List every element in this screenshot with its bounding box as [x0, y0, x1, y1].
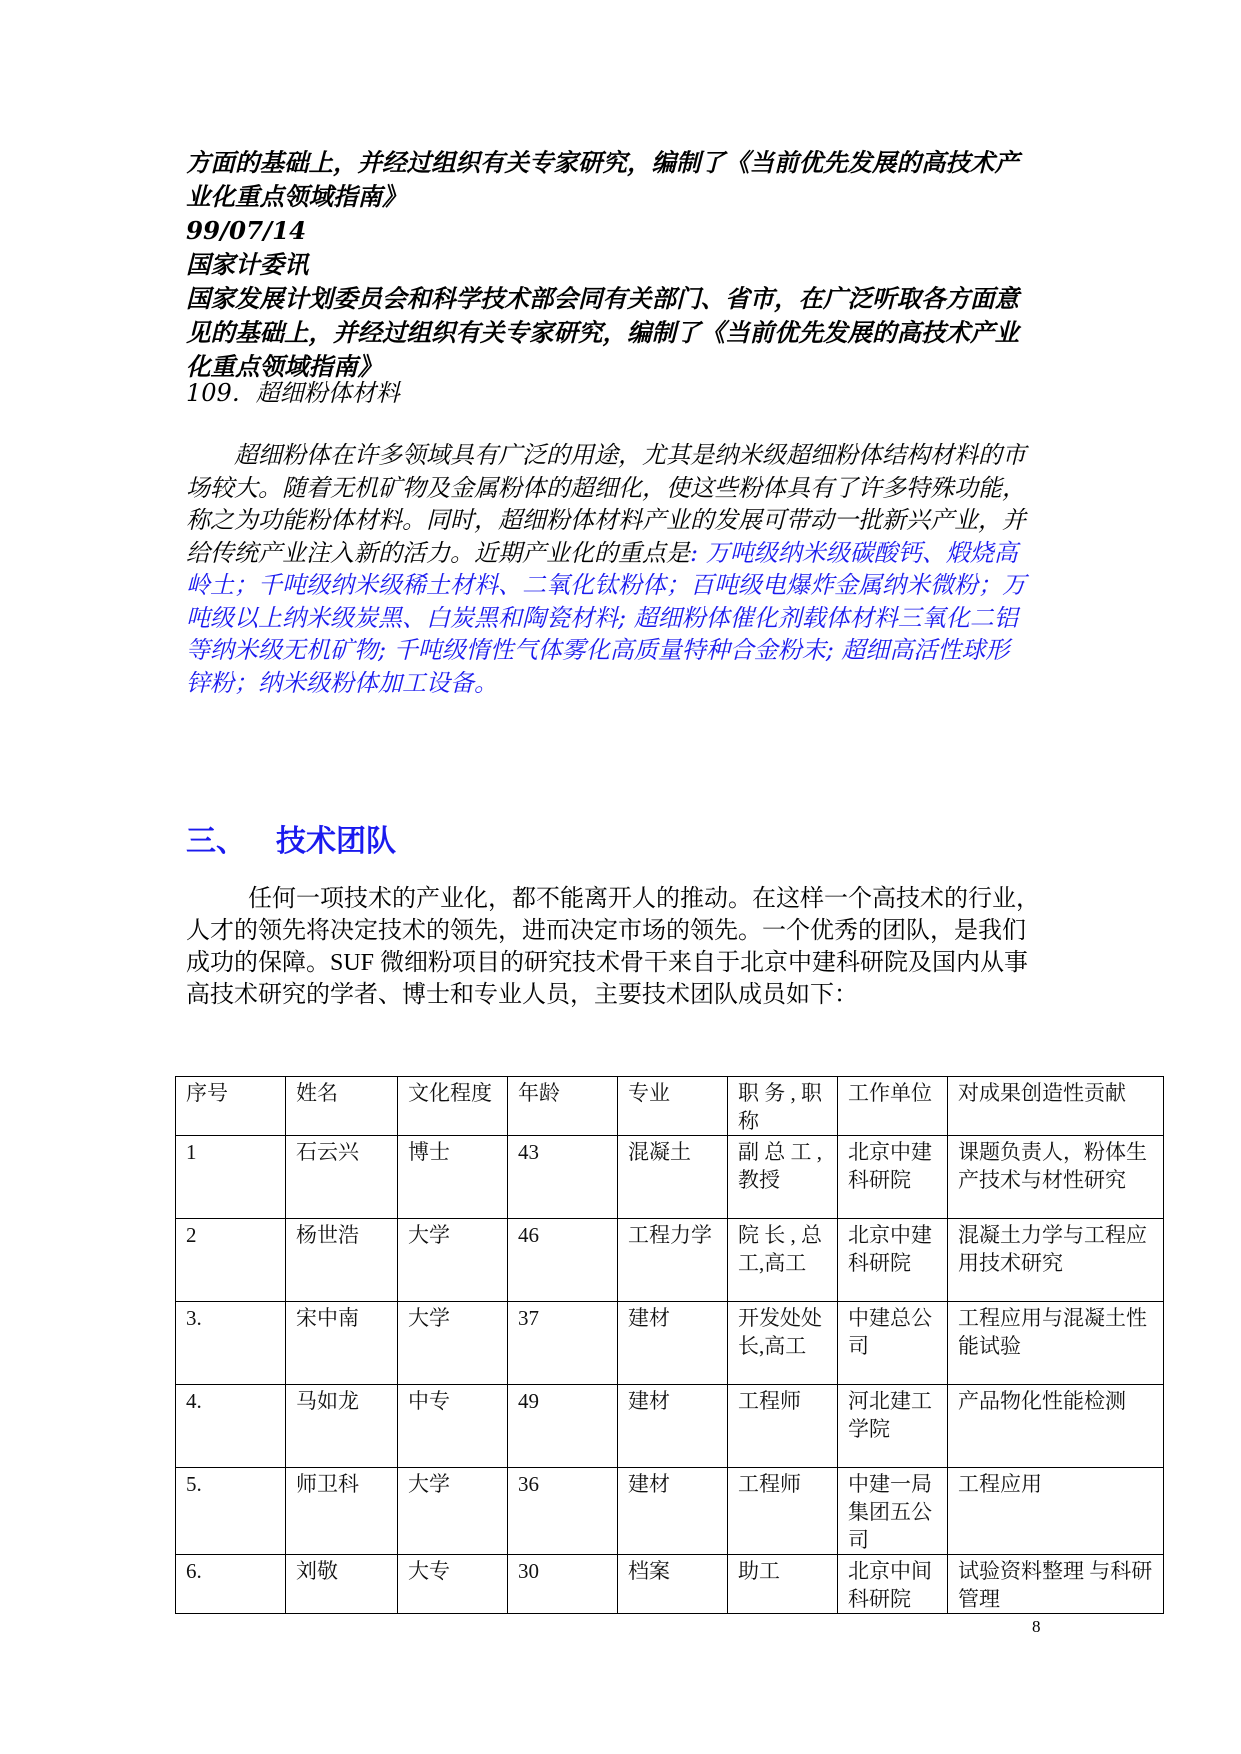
table-cell: 大学 [398, 1468, 508, 1555]
table-cell: 建材 [618, 1468, 728, 1555]
table-cell: 46 [508, 1219, 618, 1302]
table-cell: 工程师 [728, 1385, 838, 1468]
table-cell: 助工 [728, 1555, 838, 1614]
table-cell: 北京中建 科研院 [838, 1136, 948, 1219]
header-cell: 职 务 , 职 称 [728, 1077, 838, 1136]
header-cell: 工作单位 [838, 1077, 948, 1136]
table-cell: 4. [176, 1385, 286, 1468]
table-cell: 混凝土力学与工程应用技术研究 [948, 1219, 1164, 1302]
paragraph-line: 成功的保障。SUF 微细粉项目的研究技术骨干来自于北京中建科研院及国内从事 [186, 950, 1029, 976]
table-cell: 大学 [398, 1302, 508, 1385]
table-cell: 建材 [618, 1385, 728, 1468]
section-title: 技术团队 [276, 824, 396, 859]
table-cell: 院 长 , 总 工,高工 [728, 1219, 838, 1302]
excerpt-line: 化重点领域指南》 [186, 352, 382, 381]
table-row [176, 1302, 1164, 1385]
table-cell: 宋中南 [286, 1302, 398, 1385]
subsection-title: 109．超细粉体材料 [186, 379, 400, 407]
table-row [176, 1219, 1164, 1302]
paragraph-line: 给传统产业注入新的活力。近期产业化的重点是: 万吨级纳米级碳酸钙、煅烧高 [186, 538, 1018, 567]
header-cell: 文化程度 [398, 1077, 508, 1136]
highlight-line: 吨级以上纳米级炭黑、白炭黑和陶瓷材料; 超细粉体催化剂载体材料三氧化二铝 [186, 603, 1018, 632]
table-cell: 马如龙 [286, 1385, 398, 1468]
table-cell: 43 [508, 1136, 618, 1219]
table-cell: 工程应用与混凝土性能试验 [948, 1302, 1164, 1385]
header-cell: 年龄 [508, 1077, 618, 1136]
table-cell: 刘敬 [286, 1555, 398, 1614]
table-cell: 工程应用 [948, 1468, 1164, 1555]
table-row [176, 1555, 1164, 1614]
table-cell: 师卫科 [286, 1468, 398, 1555]
table-row [176, 1385, 1164, 1468]
table-cell: 49 [508, 1385, 618, 1468]
header-cell: 姓名 [286, 1077, 398, 1136]
paragraph-line: 称之为功能粉体材料。同时，超细粉体材料产业的发展可带动一批新兴产业，并 [186, 506, 1026, 534]
table-cell: 1 [176, 1136, 286, 1219]
table-cell: 试验资料整理 与科研管理 [948, 1555, 1164, 1614]
table-cell: 37 [508, 1302, 618, 1385]
table-cell: 杨世浩 [286, 1219, 398, 1302]
paragraph-line: 高技术研究的学者、博士和专业人员，主要技术团队成员如下： [186, 982, 858, 1008]
table-cell: 2 [176, 1219, 286, 1302]
table-cell: 工程力学 [618, 1219, 728, 1302]
news-excerpt [186, 146, 1066, 384]
excerpt-line: 方面的基础上，并经过组织有关专家研究，编制了《当前优先发展的高技术产 [186, 148, 1019, 177]
table-row [176, 1136, 1164, 1219]
paragraph-line: 场较大。随着无机矿物及金属粉体的超细化，使这些粉体具有了许多特殊功能， [186, 473, 1026, 502]
highlight-text: : 万吨级纳米级碳酸钙、煅烧高 [690, 538, 1018, 567]
table-cell: 北京中间 科研院 [838, 1555, 948, 1614]
table-cell: 产品物化性能检测 [948, 1385, 1164, 1468]
excerpt-source: 国家计委讯 [186, 250, 309, 279]
excerpt-date: 99/07/14 [186, 216, 307, 245]
table-cell: 档案 [618, 1555, 728, 1614]
table-cell: 副 总 工 , 教授 [728, 1136, 838, 1219]
excerpt-line: 见的基础上，并经过组织有关专家研究，编制了《当前优先发展的高技术产业 [186, 318, 1019, 347]
table-header-row [176, 1077, 1164, 1136]
table-cell: 5. [176, 1468, 286, 1555]
section-number: 三、 [186, 824, 246, 859]
table-cell: 建材 [618, 1302, 728, 1385]
team-members-table [175, 1076, 1164, 1614]
section-heading [186, 822, 396, 862]
header-cell: 专业 [618, 1077, 728, 1136]
table-cell: 课题负责人，粉体生产技术与材性研究 [948, 1136, 1164, 1219]
page-number: 8 [1032, 1617, 1041, 1636]
table-cell: 中建总公 司 [838, 1302, 948, 1385]
table-cell: 混凝土 [618, 1136, 728, 1219]
excerpt-line: 业化重点领域指南》 [186, 182, 407, 211]
paragraph-line: 超细粉体在许多领域具有广泛的用途，尤其是纳米级超细粉体结构材料的市 [234, 441, 1026, 469]
paragraph-line: 人才的领先将决定技术的领先，进而决定市场的领先。一个优秀的团队，是我们 [186, 918, 1026, 944]
table-cell: 北京中建 科研院 [838, 1219, 948, 1302]
ultrafine-powder-paragraph [186, 439, 1066, 699]
excerpt-line: 国家发展计划委员会和科学技术部会同有关部门、省市，在广泛听取各方面意 [186, 284, 1019, 313]
table-cell: 工程师 [728, 1468, 838, 1555]
table-cell: 博士 [398, 1136, 508, 1219]
table-cell: 河北建工 学院 [838, 1385, 948, 1468]
team-intro-paragraph [186, 883, 1066, 1011]
paragraph-line: 任何一项技术的产业化，都不能离开人的推动。在这样一个高技术的行业， [248, 886, 1040, 912]
highlight-line: 锌粉；纳米级粉体加工设备。 [186, 668, 498, 697]
table-row [176, 1468, 1164, 1555]
table-cell: 36 [508, 1468, 618, 1555]
highlight-line: 岭土；千吨级纳米级稀土材料、二氧化钛粉体；百吨级电爆炸金属纳米微粉；万 [186, 571, 1026, 599]
table-cell: 6. [176, 1555, 286, 1614]
table-cell: 大专 [398, 1555, 508, 1614]
table-cell: 大学 [398, 1219, 508, 1302]
header-cell: 对成果创造性贡献 [948, 1077, 1164, 1136]
header-cell: 序号 [176, 1077, 286, 1136]
table-cell: 中专 [398, 1385, 508, 1468]
table-cell: 3. [176, 1302, 286, 1385]
highlight-line: 等纳米级无机矿物; 千吨级惰性气体雾化高质量特种合金粉末; 超细高活性球形 [186, 636, 1010, 664]
table-cell: 石云兴 [286, 1136, 398, 1219]
table-cell: 开发处处 长,高工 [728, 1302, 838, 1385]
table-cell: 30 [508, 1555, 618, 1614]
table-cell: 中建一局 集团五公 司 [838, 1468, 948, 1555]
